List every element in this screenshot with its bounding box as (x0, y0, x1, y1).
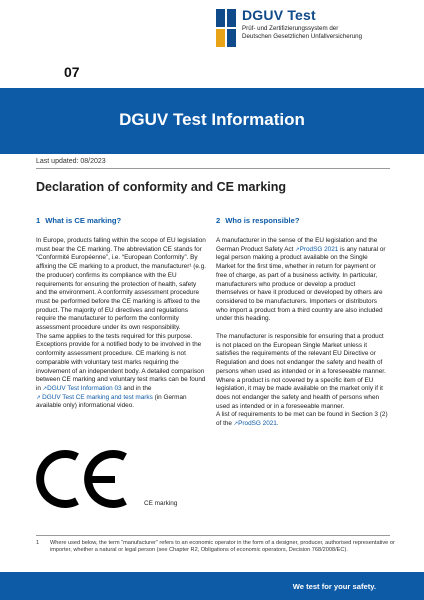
section-1-heading (36, 216, 121, 225)
section-2-title: Who is responsible? (225, 216, 300, 225)
logo-title: DGUV Test (242, 7, 316, 23)
and-in-text: and in the (121, 384, 152, 392)
external-link-icon: ↗ (36, 394, 43, 401)
section-1-paragraph-2 (36, 333, 208, 411)
external-link-icon: ↗ (293, 246, 300, 253)
page-title: Declaration of conformity and CE marking (36, 180, 287, 194)
banner-title: DGUV Test Information (119, 110, 305, 129)
external-link-icon: ↗ (232, 421, 239, 428)
footer-slogan: We test for your safety. (292, 582, 376, 591)
section-2-paragraph-1-end: is any natural or legal person making a product available on the Single Market for the first time, whether in return for payment or free of charge, as part of a business activity. In particular, manufacturers who produce or develop a product themselves or have it produced or developed by others are considered to be manufacturers. Importers or distributors who import a product from a third country are also included under this heading. (216, 245, 386, 323)
footnote (36, 540, 396, 554)
section-1-paragraph-2-text: The same applies to the tests required for this purpose. Exceptions provide for a notified body to be involved in the conformity assessment procedure. CE marking is not comparable with voluntary test marks requiring the involvement of an independent body. A detailed comparison between CE marking and voluntary test marks can be found in (36, 332, 206, 392)
section-1-body (36, 237, 208, 411)
link-ce-marking-video[interactable]: DGUV Test CE marking and test marks (42, 393, 153, 401)
logo-subtitle-line-1: Prüf- und Zertifizierungssystem der (242, 25, 339, 32)
last-updated: Last updated: 08/2023 (36, 158, 106, 165)
external-link-icon: ↗ (40, 385, 48, 392)
section-1-paragraph-1: In Europe, products falling within the scope of EU legislation must bear the CE marking. The abbreviation CE stands for “Conformité Européenne”, i.e. “European Conformity”. By affixing the CE marking to a product, the manufacturer¹ (e.g. the producer) confirms its compliance with the EU requirements for ensuring the protection of health, safety and the environment. A conformity assessment procedure must be performed before the CE marking is affixed to the product. The majority of EU directives and regulations require the manufacturer to perform the conformity assessment procedure under its own responsibility. (36, 237, 207, 332)
section-1-title: What is CE marking? (45, 216, 122, 225)
logo-subtitle-line-2: Deutschen Gesetzlichen Unfallversicherung (242, 32, 363, 40)
section-2-body (216, 237, 388, 429)
footnote-number: 1 (36, 540, 40, 546)
section-2-paragraph-1 (216, 237, 388, 324)
divider-top (36, 168, 390, 169)
link-dguv-test-information-03[interactable]: DGUV Test Information 03 (47, 384, 122, 392)
document-number: 07 (64, 64, 80, 80)
section-1-paragraph-2-end: (in German available only) informational video. (36, 393, 187, 410)
link-prodsg-2021-section-3[interactable]: ProdSG 2021 (238, 420, 277, 428)
section-2-paragraph-3 (216, 411, 388, 428)
dguv-test-logo (216, 8, 362, 49)
link-prodsg-2021[interactable]: ProdSG 2021 (299, 245, 339, 253)
dguv-logo-icon (216, 9, 236, 49)
section-2-paragraph-3-text: A list of requirements to be met can be found in Section 3 (2) of the (216, 411, 388, 428)
footnote-divider (36, 535, 390, 536)
section-2-paragraph-1-text: A manufacturer in the sense of the EU legislation and the German Product Safety Act (216, 237, 378, 253)
section-2-paragraph-3-end: . (276, 420, 279, 428)
ce-mark-icon (33, 447, 129, 516)
section-2-number: 2 (216, 216, 221, 225)
ce-marking-caption: CE marking (144, 500, 178, 507)
footnote-text: Where used below, the term “manufacturer” refers to an economic operator in the form of a designer, producer, authorised representative or importer, whether a natural or legal person (see Chapter R2, Obligations of economic operators, Decision 768/2008/EC). (50, 540, 395, 553)
section-2-paragraph-2: The manufacturer is responsible for ensuring that a product is not placed on the European Single Market unless it satisfies the requirements of the relevant EU Directive or Regulation and does not endanger the safety and health of persons when used as intended or in a foreseeable manner. Where a product is not covered by a specific item of EU legislation, it may be made available on the market only if it does not endanger the safety and health of persons when used as intended or in a foreseeable manner. (216, 333, 386, 410)
section-1-number: 1 (36, 216, 41, 225)
section-2-heading (216, 216, 300, 225)
